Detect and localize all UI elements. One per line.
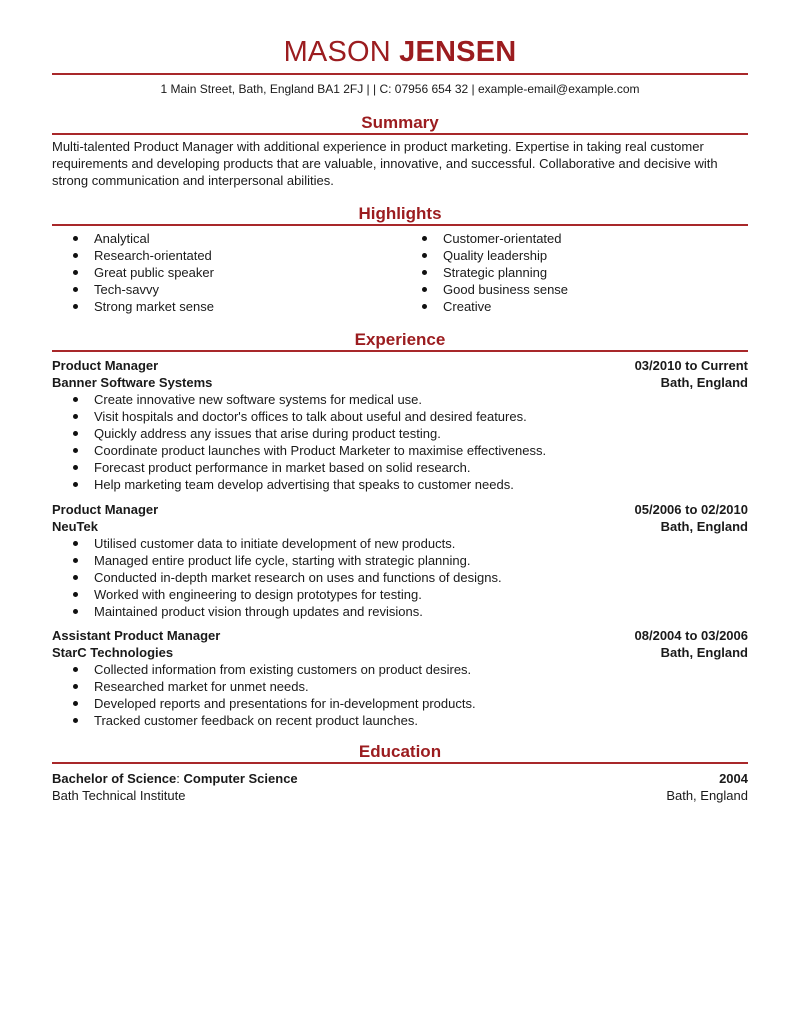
highlight-item: Research-orientated — [52, 247, 214, 264]
job-bullets — [52, 661, 748, 729]
highlights-right-list — [401, 230, 568, 315]
job-bullet: Coordinate product launches with Product Marketer to maximise effectiveness. — [52, 442, 748, 459]
job-location: Bath, England — [660, 519, 748, 534]
job-dates: 03/2010 to Current — [634, 358, 748, 373]
job-bullet: Researched market for unmet needs. — [52, 678, 748, 695]
first-name: MASON — [283, 36, 391, 68]
job-title: Assistant Product Manager — [52, 628, 221, 643]
job-bullet: Help marketing team develop advertising that speaks to customer needs. — [52, 476, 748, 493]
candidate-name — [0, 34, 800, 70]
highlight-item: Customer-orientated — [401, 230, 568, 247]
summary-text: Multi-talented Product Manager with additional experience in product marketing. Expertise in taking real customer requirements and developing products that are valuable, innovative, and successful. Collaborative and decisive with strong communication and interpersonal abilities. — [52, 139, 718, 188]
job-title: Product Manager — [52, 502, 159, 517]
job-bullet: Tracked customer feedback on recent product launches. — [52, 712, 748, 729]
degree-line — [52, 770, 298, 787]
school-name: Bath Technical Institute — [52, 788, 186, 803]
job-entry — [52, 357, 748, 493]
summary-heading: Summary — [361, 113, 439, 132]
highlight-item: Good business sense — [401, 281, 568, 298]
highlights-left-list — [52, 230, 214, 315]
job-bullets — [52, 391, 748, 493]
highlight-item: Tech-savvy — [52, 281, 214, 298]
company-name: StarC Technologies — [52, 645, 174, 660]
highlight-item: Creative — [401, 298, 568, 315]
education-heading: Education — [358, 742, 442, 761]
education-entry — [52, 770, 748, 804]
degree-field: Computer Science — [183, 771, 298, 786]
job-bullet: Forecast product performance in market based on solid research. — [52, 459, 748, 476]
job-bullet: Managed entire product life cycle, starting with strategic planning. — [52, 552, 748, 569]
school-location: Bath, England — [666, 788, 748, 803]
job-bullets — [52, 535, 748, 620]
header-rule — [52, 73, 748, 75]
highlights-rule — [52, 224, 748, 226]
degree-separator: : — [176, 771, 184, 786]
job-dates: 05/2006 to 02/2010 — [634, 502, 748, 517]
job-entry — [52, 627, 748, 729]
highlight-item: Quality leadership — [401, 247, 568, 264]
job-location: Bath, England — [660, 645, 748, 660]
job-entry — [52, 501, 748, 620]
company-name: NeuTek — [52, 519, 98, 534]
experience-rule — [52, 350, 748, 352]
job-bullet: Collected information from existing customers on product desires. — [52, 661, 748, 678]
experience-heading: Experience — [354, 330, 446, 349]
last-name: JENSEN — [399, 36, 517, 68]
summary-rule — [52, 133, 748, 135]
highlight-item: Strategic planning — [401, 264, 568, 281]
job-bullet: Create innovative new software systems for medical use. — [52, 391, 748, 408]
highlight-item: Analytical — [52, 230, 214, 247]
job-bullet: Developed reports and presentations for in-development products. — [52, 695, 748, 712]
job-bullet: Visit hospitals and doctor's offices to talk about useful and desired features. — [52, 408, 748, 425]
job-bullet: Worked with engineering to design prototypes for testing. — [52, 586, 748, 603]
degree: Bachelor of Science — [52, 771, 177, 786]
highlights-heading: Highlights — [358, 204, 442, 223]
job-bullet: Conducted in-depth market research on uses and functions of designs. — [52, 569, 748, 586]
graduation-year: 2004 — [719, 771, 748, 786]
job-bullet: Utilised customer data to initiate development of new products. — [52, 535, 748, 552]
company-name: Banner Software Systems — [52, 375, 213, 390]
job-location: Bath, England — [660, 375, 748, 390]
highlight-item: Strong market sense — [52, 298, 214, 315]
job-bullet: Quickly address any issues that arise during product testing. — [52, 425, 748, 442]
job-dates: 08/2004 to 03/2006 — [634, 628, 748, 643]
education-rule — [52, 762, 748, 764]
highlight-item: Great public speaker — [52, 264, 214, 281]
job-bullet: Maintained product vision through updates and revisions. — [52, 603, 748, 620]
job-title: Product Manager — [52, 358, 159, 373]
contact-line: 1 Main Street, Bath, England BA1 2FJ | | C: 07956 654 32 | example-email@example.com — [160, 82, 640, 96]
